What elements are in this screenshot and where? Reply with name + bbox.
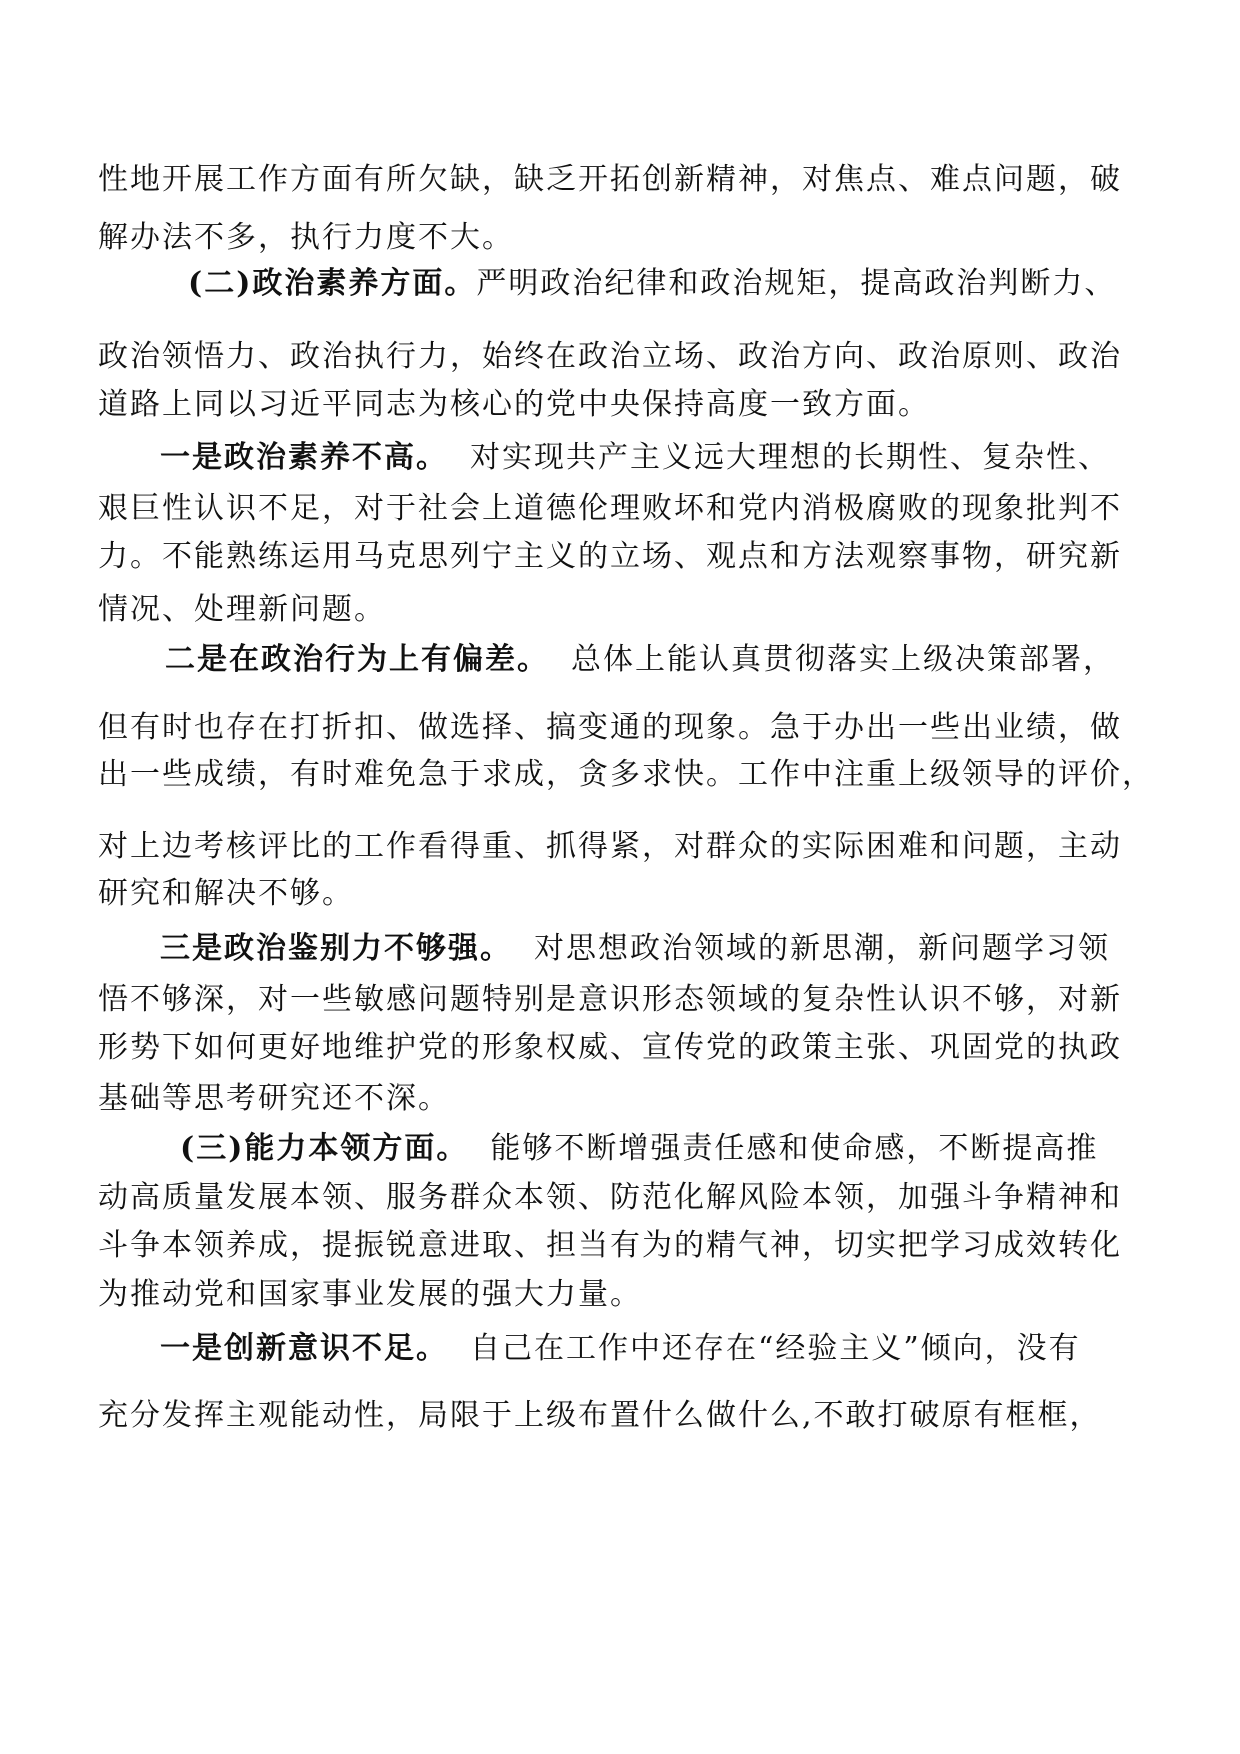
line-text: 自己在工作中还存在“经验主义”倾向，没有 (470, 1331, 1081, 1366)
text-line (98, 827, 1122, 867)
text-line (98, 1178, 1122, 1218)
text-line (98, 337, 1122, 377)
line-text: 力。不能熟练运用马克思列宁主义的立场、观点和方法观察事物，研究新 (98, 539, 1122, 574)
point-heading: 三是政治鉴别力不够强。 (160, 931, 512, 966)
text-line (98, 1079, 450, 1119)
line-text: 动高质量发展本领、服务群众本领、防范化解风险本领，加强斗争精神和 (98, 1180, 1122, 1215)
text-line (98, 755, 1154, 795)
point-heading-line (160, 1329, 1081, 1369)
line-text: 研究和解决不够。 (98, 876, 354, 911)
text-line (98, 874, 354, 914)
line-text: 悟不够深，对一些敏感问题特别是意识形态领域的复杂性认识不够，对新 (98, 982, 1122, 1017)
text-line (98, 537, 1122, 577)
text-line (98, 489, 1122, 529)
point-heading: 二是在政治行为上有偏差。 (165, 642, 549, 677)
line-text: 基础等思考研究还不深。 (98, 1081, 450, 1116)
line-text: 形势下如何更好地维护党的形象权威、宣传党的政策主张、巩固党的执政 (98, 1030, 1122, 1065)
line-text: 政治领悟力、政治执行力，始终在政治立场、政治方向、政治原则、政治 (98, 339, 1122, 374)
line-text: 情况、处理新问题。 (98, 592, 386, 627)
line-text: 出一些成绩，有时难免急于求成，贪多求快。工作中注重上级领导的评价， (98, 757, 1154, 792)
point-heading: 一是政治素养不高。 (160, 440, 448, 475)
line-text: 斗争本领养成，提振锐意进取、担当有为的精气神，切实把学习成效转化 (98, 1228, 1122, 1263)
text-line (98, 218, 514, 258)
text-line (98, 1275, 642, 1315)
line-text: 性地开展工作方面有所欠缺，缺乏开拓创新精神，对焦点、难点问题，破 (98, 162, 1122, 197)
line-text: 对思想政治领域的新思潮，新问题学习领 (534, 931, 1110, 966)
section-heading-line (188, 264, 1116, 304)
section-heading: (二)政治素养方面。 (188, 266, 477, 301)
line-text: 充分发挥主观能动性，局限于上级布置什么做什么,不敢打破原有框框， (98, 1398, 1102, 1433)
text-line (98, 1226, 1122, 1266)
text-line (98, 385, 930, 425)
point-heading-line (160, 438, 1110, 478)
line-text: 道路上同以习近平同志为核心的党中央保持高度一致方面。 (98, 387, 930, 422)
text-line (98, 980, 1122, 1020)
point-heading: 一是创新意识不足。 (160, 1331, 448, 1366)
text-line (98, 708, 1122, 748)
text-line (98, 1396, 1102, 1436)
section-heading-line (180, 1129, 1098, 1169)
line-text: 解办法不多，执行力度不大。 (98, 220, 514, 255)
line-text: 艰巨性认识不足，对于社会上道德伦理败坏和党内消极腐败的现象批判不 (98, 491, 1122, 526)
text-line (98, 590, 386, 630)
line-text: 严明政治纪律和政治规矩，提高政治判断力、 (476, 266, 1117, 301)
line-text: 对上边考核评比的工作看得重、抓得紧，对群众的实际困难和问题，主动 (98, 829, 1122, 864)
text-line (98, 160, 1122, 200)
line-text: 但有时也存在打折扣、做选择、搞变通的现象。急于办出一些出业绩，做 (98, 710, 1122, 745)
point-heading-line (160, 929, 1110, 969)
section-heading: (三)能力本领方面。 (180, 1131, 469, 1166)
text-line (98, 1028, 1122, 1068)
line-text: 为推动党和国家事业发展的强大力量。 (98, 1277, 642, 1312)
line-text: 能够不断增强责任感和使命感，不断提高推 (490, 1131, 1099, 1166)
line-text: 对实现共产主义远大理想的长期性、复杂性、 (470, 440, 1110, 475)
line-text: 总体上能认真贯彻落实上级决策部署， (571, 642, 1115, 677)
point-heading-line (165, 640, 1115, 680)
